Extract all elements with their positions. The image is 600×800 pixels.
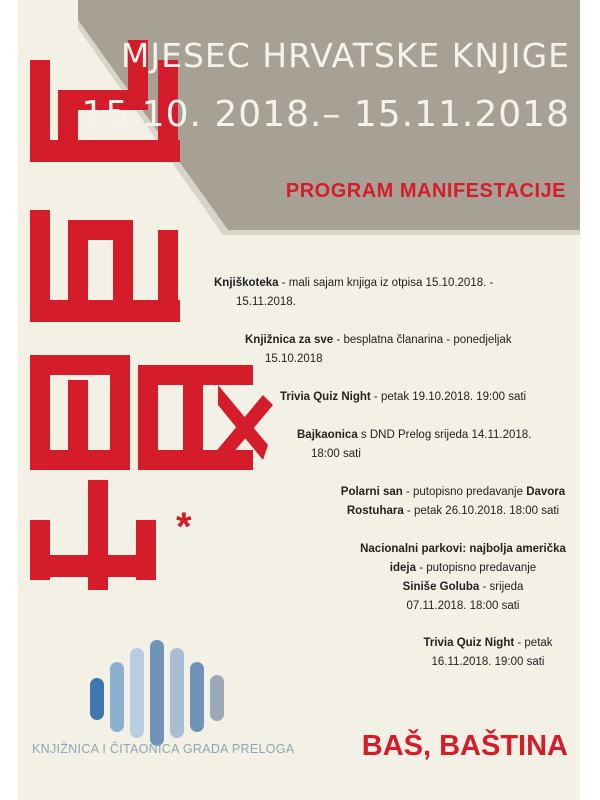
program-heading: PROGRAM MANIFESTACIJE [285,180,566,202]
event-item: Knjiškoteka - mali sajam knjiga iz otpisa 15.10.2018. - 15.11.2018. [214,277,494,308]
page-title: MJESEC HRVATSKE KNJIGE [120,36,570,75]
poster [18,0,580,800]
library-name: KNJIŽNICA I ČITAONICA GRADA PRELOGA [32,742,295,756]
event-item: Polarni san - putopisno predavanje Davora Rostuhara - petak 26.10.2018. 18:00 sati [340,486,566,517]
asterisk-icon: * [176,505,192,549]
slogan: BAŠ, BAŠTINA [361,730,568,762]
event-item: Trivia Quiz Night - petak 16.11.2018. 19:00 sati [423,637,553,668]
event-item: Nacionalni parkovi: najbolja američka ideja - putopisno predavanje Siniše Goluba - srijeda 07.11.2018. 18:00 sati [360,543,566,612]
event-item: Trivia Quiz Night - petak 19.10.2018. 19:00 sati [280,391,527,403]
date-range: 15.10. 2018.– 15.11.2018 [81,94,570,135]
library-bars-logo [90,640,224,746]
event-item: Bajkaonica s DND Prelog srijeda 14.11.2018. 18:00 sati [297,429,532,460]
event-item: Knjižnica za sve - besplatna članarina - ponedjeljak 15.10.2018 [245,334,512,365]
